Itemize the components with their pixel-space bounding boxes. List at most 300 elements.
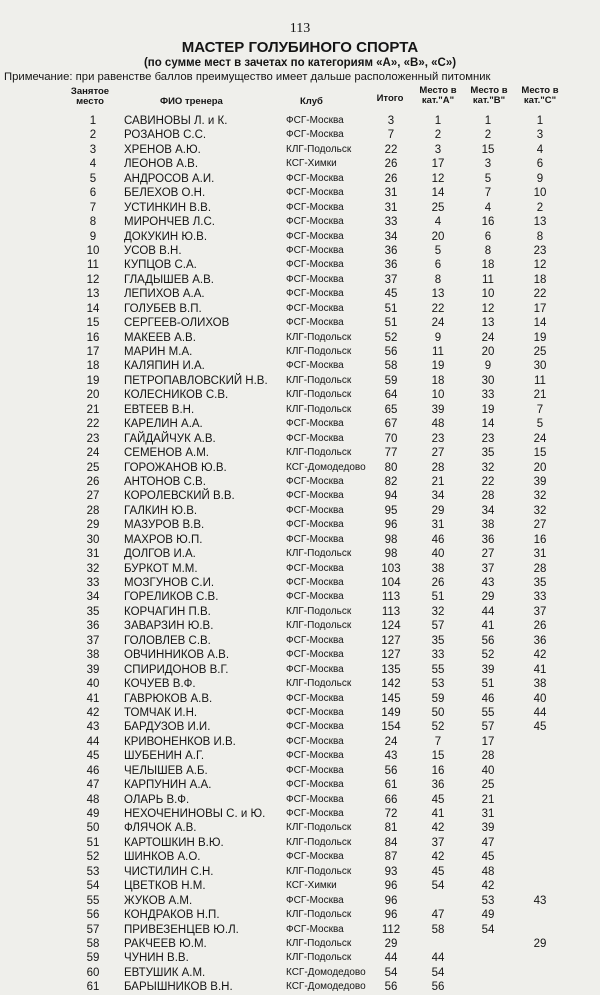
cell-total: 56 [384,764,398,777]
cell-cat-a: 38 [431,562,445,575]
cell-cat-b: 15 [481,143,495,156]
cell-cat-c: 26 [533,620,547,633]
cell-club: ФСГ-Москва [286,894,344,906]
cell-total: 70 [384,432,398,445]
page-number: 113 [289,21,311,36]
cell-cat-a: 29 [431,504,445,517]
table-row [0,388,600,402]
cell-cat-b: 48 [481,865,495,878]
cell-cat-b: 3 [484,158,492,171]
cell-name: МАЗУРОВ В.В. [124,519,205,532]
cell-total: 96 [384,894,398,907]
table-row [0,706,600,720]
cell-total: 66 [384,793,398,806]
cell-club: ФСГ-Москва [286,504,344,516]
cell-club: КЛГ-Подольск [286,937,352,949]
cell-total: 84 [384,836,398,849]
cell-place: 28 [86,504,100,517]
cell-place: 56 [86,909,100,922]
table-row [0,576,600,590]
cell-cat-b: 52 [481,649,495,662]
cell-cat-b: 32 [481,461,495,474]
cell-place: 34 [86,591,100,604]
cell-cat-b: 25 [481,779,495,792]
cell-name: ГОЛУБЕВ В.П. [124,302,202,315]
cell-name: АНДРОСОВ А.И. [124,172,215,185]
table-row [0,417,600,431]
cell-total: 77 [384,447,398,460]
cell-club: КЛГ-Подольск [286,346,352,357]
cell-cat-b: 6 [484,230,492,243]
cell-club: ФСГ-Москва [286,764,344,776]
cell-total: 29 [384,937,398,950]
cell-place: 33 [86,577,100,589]
table-row [0,461,600,475]
cell-name: УСОВ В.Н. [124,244,182,257]
cell-total: 26 [384,158,398,171]
cell-total: 103 [381,562,401,575]
cell-total: 95 [384,504,398,517]
cell-cat-a: 7 [434,735,442,748]
cell-place: 20 [86,389,100,402]
cell-club: ФСГ-Москва [286,735,344,747]
cell-total: 31 [384,187,398,200]
table-row [0,648,600,662]
cell-cat-c: 12 [533,259,547,272]
table-row [0,590,600,604]
cell-club: ФСГ-Москва [286,360,344,372]
cell-club: КЛГ-Подольск [286,822,352,834]
cell-cat-c: 39 [533,475,547,488]
cell-total: 67 [384,418,398,431]
cell-place: 27 [86,490,100,503]
cell-total: 112 [381,923,401,936]
cell-total: 59 [384,374,398,387]
cell-club: ФСГ-Москва [286,692,344,704]
cell-cat-c: 24 [533,432,547,445]
cell-cat-b: 28 [481,750,495,763]
cell-name: КАРПУНИН А.А. [124,779,212,792]
cell-place: 2 [89,129,97,142]
cell-cat-c: 22 [533,288,547,301]
cell-cat-c: 6 [536,158,544,171]
cell-cat-b: 39 [481,822,495,835]
cell-place: 8 [89,216,97,229]
cell-cat-b: 7 [484,187,492,200]
cell-place: 23 [86,432,100,445]
cell-name: КОЧУЕВ В.Ф. [124,678,196,691]
cell-total: 81 [384,822,398,835]
cell-cat-b: 49 [481,909,495,922]
cell-club: КЛГ-Подольск [286,605,352,617]
cell-cat-b: 36 [481,533,495,546]
cell-name: АНТОНОВ С.В. [124,475,206,488]
cell-club: ФСГ-Москва [286,706,344,718]
cell-cat-a: 3 [434,143,442,156]
cell-cat-c: 36 [533,634,547,647]
cell-total: 113 [381,605,401,618]
cell-cat-a: 47 [431,909,445,922]
table-row [0,128,600,142]
cell-cat-c: 45 [533,721,547,734]
table-row [0,157,600,171]
cell-place: 48 [86,793,100,806]
cell-total: 65 [384,403,398,416]
cell-club: КЛГ-Подольск [286,403,352,415]
table-row [0,677,600,691]
table-row [0,273,600,287]
cell-total: 82 [384,475,398,488]
cell-cat-c: 29 [533,937,547,950]
cell-club: ФСГ-Москва [286,808,344,819]
cell-club: КЛГ-Подольск [286,836,352,848]
cell-club: КСГ-Химки [286,880,337,892]
cell-cat-a: 4 [434,216,442,229]
table-row [0,374,600,388]
cell-cat-c: 28 [533,562,547,575]
cell-total: 34 [384,230,398,243]
table-row [0,663,600,677]
cell-place: 11 [87,259,99,272]
cell-cat-a: 12 [431,172,445,185]
cell-place: 58 [86,937,100,950]
cell-cat-b: 42 [481,880,495,893]
cell-cat-b: 11 [482,273,494,286]
cell-club: ФСГ-Москва [286,230,344,242]
cell-name: МИРОНЧЕВ Л.С. [124,216,215,229]
cell-place: 52 [86,851,100,864]
cell-place: 47 [86,779,100,792]
cell-place: 5 [89,172,97,185]
cell-cat-a: 10 [431,389,445,402]
cell-cat-c: 35 [533,577,547,589]
cell-total: 37 [384,273,398,286]
cell-place: 4 [89,158,97,171]
cell-cat-a: 14 [431,187,445,200]
cell-place: 21 [86,403,100,416]
cell-cat-b: 5 [484,172,492,185]
cell-name: МАРИН М.А. [124,346,193,358]
cell-cat-b: 14 [481,418,495,431]
cell-place: 15 [86,317,100,330]
cell-club: КЛГ-Подольск [286,447,352,459]
cell-cat-a: 21 [431,475,445,488]
cell-club: ФСГ-Москва [286,172,344,184]
table-row [0,908,600,922]
cell-total: 54 [384,966,398,979]
cell-cat-c: 32 [533,490,547,503]
cell-cat-a: 37 [431,836,445,849]
cell-total: 64 [384,389,398,402]
cell-cat-c: 30 [533,360,547,373]
cell-cat-b: 31 [481,808,495,820]
cell-place: 12 [86,273,100,286]
cell-cat-a: 5 [434,244,442,257]
table-row [0,302,600,316]
cell-cat-a: 13 [431,288,445,301]
cell-total: 127 [381,649,401,662]
cell-total: 3 [387,115,395,127]
cell-place: 14 [86,302,100,315]
cell-cat-b: 37 [481,562,495,575]
cell-cat-b: 38 [481,519,495,532]
cell-club: ФСГ-Москва [286,432,344,444]
cell-cat-a: 25 [431,201,445,214]
cell-name: ШУБЕНИН А.Г. [124,750,205,763]
cell-cat-b: 39 [481,663,495,676]
results-table [0,114,600,995]
cell-name: ГОРЕЛИКОВ С.В. [124,591,219,604]
cell-cat-a: 40 [431,548,445,561]
cell-club: ФСГ-Москва [286,663,344,675]
cell-club: КЛГ-Подольск [286,331,352,343]
cell-cat-b: 20 [481,346,495,358]
cell-total: 31 [384,201,398,214]
table-row [0,634,600,648]
cell-club: КЛГ-Подольск [286,548,352,560]
cell-cat-b: 51 [481,678,495,691]
cell-name: ДОЛГОВ И.А. [124,548,196,561]
cell-place: 43 [86,721,100,734]
cell-cat-c: 33 [533,591,547,604]
table-row [0,735,600,749]
cell-name: ГОРОЖАНОВ Ю.В. [124,461,227,474]
cell-cat-c: 11 [534,374,546,387]
cell-name: ТОМЧАК И.Н. [124,706,198,719]
table-row [0,359,600,373]
cell-place: 13 [86,288,100,301]
cell-cat-b: 46 [481,692,495,705]
cell-cat-c: 4 [536,143,544,156]
cell-cat-b: 29 [481,591,495,604]
cell-club: КЛГ-Подольск [286,952,352,964]
table-row [0,778,600,792]
cell-cat-a: 35 [431,634,445,647]
cell-total: 61 [384,779,398,792]
cell-cat-c: 37 [533,605,547,618]
cell-cat-a: 11 [432,346,444,358]
cell-total: 36 [384,259,398,272]
cell-place: 38 [86,649,100,662]
cell-total: 24 [384,735,398,748]
cell-total: 43 [384,750,398,763]
cell-name: ЕВТЕЕВ В.Н. [124,403,195,416]
cell-cat-a: 9 [434,331,442,344]
cell-total: 98 [384,548,398,561]
cell-cat-a: 52 [431,721,445,734]
cell-club: ФСГ-Москва [286,721,344,733]
cell-total: 33 [384,216,398,229]
cell-cat-c: 18 [533,273,547,286]
cell-name: ЧИСТИЛИН С.Н. [124,865,214,878]
cell-place: 32 [86,562,100,575]
table-row [0,504,600,518]
cell-cat-a: 44 [431,952,445,965]
cell-cat-c: 17 [533,302,547,315]
table-row [0,316,600,330]
cell-club: ФСГ-Москва [286,475,344,487]
cell-cat-c: 40 [533,692,547,705]
cell-name: САВИНОВЫ Л. и К. [124,115,228,127]
cell-cat-b: 28 [481,490,495,503]
table-row [0,345,600,359]
cell-club: ФСГ-Москва [286,273,344,285]
cell-total: 96 [384,519,398,532]
cell-place: 3 [89,143,97,156]
cell-cat-c: 7 [536,403,544,416]
table-row [0,562,600,576]
cell-club: ФСГ-Москва [286,490,344,502]
cell-name: ФЛЯЧОК А.В. [124,822,197,835]
cell-place: 16 [86,331,100,344]
cell-total: 7 [387,129,395,142]
header-club: Клуб [300,96,323,107]
table-row [0,258,600,272]
cell-place: 37 [86,634,100,647]
cell-cat-a: 45 [431,865,445,878]
cell-cat-b: 4 [484,201,492,214]
cell-name: БЕЛЕХОВ О.Н. [124,187,206,200]
cell-total: 93 [384,865,398,878]
cell-club: ФСГ-Москва [286,418,344,430]
table-row [0,894,600,908]
cell-name: ШИНКОВ А.О. [124,851,201,864]
cell-place: 54 [86,880,100,893]
page-title: МАСТЕР ГОЛУБИНОГО СПОРТА [181,39,419,56]
table-row [0,172,600,186]
cell-name: БАРЫШНИКОВ В.Н. [124,981,233,994]
cell-name: УСТИНКИН В.В. [124,201,212,214]
cell-cat-b: 16 [481,216,495,229]
cell-cat-c: 5 [536,418,544,431]
cell-cat-a: 59 [431,692,445,705]
cell-cat-a: 54 [431,966,445,979]
cell-cat-b: 41 [481,620,495,633]
cell-name: ОВЧИННИКОВ А.В. [124,649,230,662]
cell-place: 50 [86,822,100,835]
cell-club: ФСГ-Москва [286,779,344,791]
cell-club: ФСГ-Москва [286,519,344,531]
cell-cat-a: 42 [431,822,445,835]
cell-name: ГАЙДАЙЧУК А.В. [124,432,216,445]
table-row [0,475,600,489]
cell-place: 36 [86,620,100,633]
cell-cat-c: 19 [533,331,547,344]
cell-place: 42 [86,706,100,719]
cell-cat-b: 23 [481,432,495,445]
cell-cat-a: 39 [431,403,445,416]
table-row [0,446,600,460]
cell-place: 49 [86,808,100,820]
cell-total: 51 [384,302,398,315]
table-row [0,143,600,157]
cell-cat-a: 16 [431,764,445,777]
cell-cat-a: 20 [431,230,445,243]
table-row [0,518,600,532]
cell-cat-b: 18 [481,259,495,272]
cell-name: ГЛАДЫШЕВ А.В. [124,273,214,286]
cell-total: 96 [384,909,398,922]
table-row [0,749,600,763]
cell-total: 94 [384,490,398,503]
cell-name: ПРИВЕЗЕНЦЕВ Ю.Л. [124,923,239,936]
cell-name: КАРТОШКИН В.Ю. [124,836,224,849]
cell-total: 98 [384,533,398,546]
cell-place: 35 [86,605,100,618]
cell-cat-a: 1 [434,115,442,127]
cell-cat-a: 36 [431,779,445,792]
cell-total: 104 [381,577,401,589]
cell-total: 36 [384,244,398,257]
cell-name: ОЛАРЬ В.Ф. [124,793,190,806]
header-place: Занятое место [70,86,110,107]
table-row [0,793,600,807]
cell-name: РОЗАНОВ С.С. [124,129,207,142]
cell-place: 57 [86,923,100,936]
cell-club: КЛГ-Подольск [286,374,352,386]
cell-name: ПЕТРОПАВЛОВСКИЙ Н.В. [124,374,268,387]
cell-cat-c: 42 [533,649,547,662]
cell-cat-a: 48 [431,418,445,431]
cell-cat-c: 2 [536,201,544,214]
cell-cat-c: 38 [533,678,547,691]
cell-total: 87 [384,851,398,864]
cell-total: 51 [384,317,398,330]
cell-cat-c: 25 [533,346,547,358]
cell-club: ФСГ-Москва [286,288,344,300]
cell-place: 45 [86,750,100,763]
cell-name: НЕХОЧЕНИНОВЫ С. и Ю. [124,808,266,820]
cell-name: ЦВЕТКОВ Н.М. [124,880,206,893]
table-row [0,244,600,258]
cell-club: КСГ-Домодедово [286,966,366,978]
header-name: ФИО тренера [160,96,223,107]
cell-total: 154 [381,721,401,734]
cell-total: 149 [381,706,401,719]
cell-cat-c: 32 [533,504,547,517]
cell-cat-a: 50 [431,706,445,719]
cell-club: ФСГ-Москва [286,302,344,314]
cell-cat-b: 54 [481,923,495,936]
cell-cat-a: 27 [431,447,445,460]
table-row [0,807,600,821]
cell-cat-c: 20 [533,461,547,474]
cell-cat-b: 44 [481,605,495,618]
cell-club: ФСГ-Москва [286,259,344,271]
cell-cat-c: 16 [533,533,547,546]
cell-cat-b: 17 [481,735,495,748]
cell-total: 45 [384,288,398,301]
header-cat-a: Место в кат."А" [419,85,457,106]
table-row [0,403,600,417]
cell-club: КЛГ-Подольск [286,678,352,690]
cell-place: 18 [86,360,100,373]
cell-club: КЛГ-Подольск [286,865,352,877]
cell-total: 26 [384,172,398,185]
cell-cat-a: 55 [431,663,445,676]
table-row [0,619,600,633]
cell-total: 56 [384,981,398,994]
cell-place: 9 [89,230,97,243]
cell-cat-c: 3 [536,129,544,142]
cell-cat-b: 55 [481,706,495,719]
cell-name: ЛЕОНОВ А.В. [124,158,199,171]
table-row [0,937,600,951]
cell-cat-b: 8 [484,244,492,257]
cell-name: КОРОЛЕВСКИЙ В.В. [124,490,235,503]
cell-place: 29 [86,519,100,532]
table-row [0,879,600,893]
